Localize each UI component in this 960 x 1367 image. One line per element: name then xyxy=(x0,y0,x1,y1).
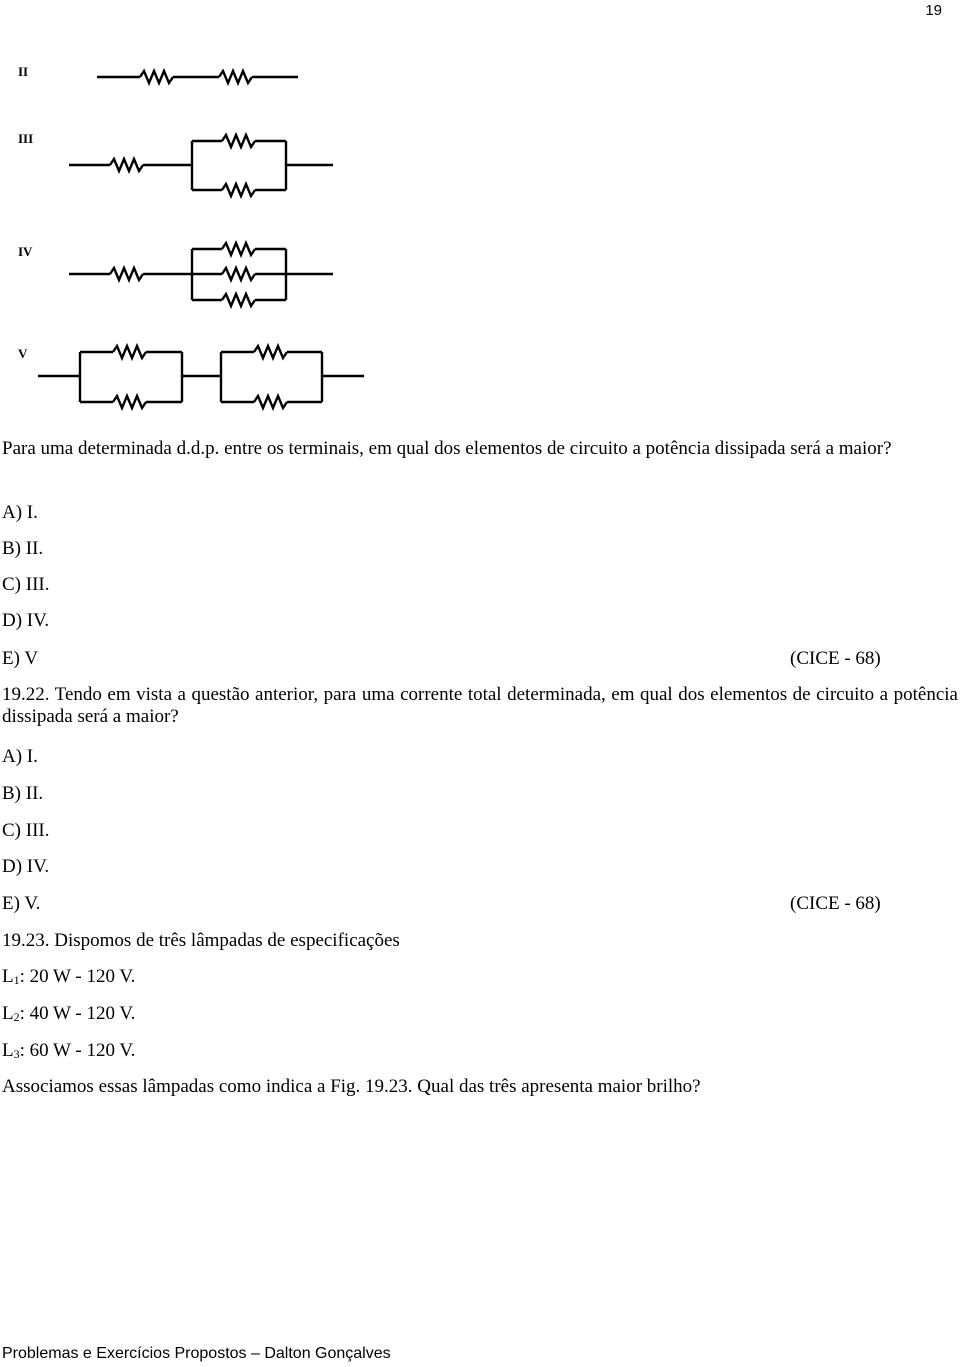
q22-source: (CICE - 68) xyxy=(790,893,881,914)
q21-option-e: E) V xyxy=(2,648,39,669)
lamp-index: 2 xyxy=(13,1010,20,1024)
q21-question: Para uma determinada d.d.p. entre os terminais, em qual dos elementos de circuito a potência dissipada será a maior? xyxy=(2,438,892,459)
lamp-spec: : 60 W - 120 V. xyxy=(19,1040,136,1061)
q22-option-c: C) III. xyxy=(2,820,50,841)
q22-question: 19.22. Tendo em vista a questão anterior, para uma corrente total determinada, em qual dos elementos de circuito a potência dissipada será a maior? xyxy=(2,684,958,727)
page-number: 19 xyxy=(925,2,942,19)
lamp-spec-l3 xyxy=(2,1040,135,1062)
q21-option-b: B) II. xyxy=(2,538,44,559)
lamp-spec-l2 xyxy=(2,1003,135,1025)
q23-intro: 19.23. Dispomos de três lâmpadas de especificações xyxy=(2,930,400,951)
q22-option-e: E) V. xyxy=(2,893,41,914)
lamp-letter: L xyxy=(2,1040,14,1061)
lamp-index: 1 xyxy=(13,973,20,987)
circuit-iv xyxy=(69,243,333,306)
lamp-index: 3 xyxy=(13,1047,20,1061)
circuit-label-iii: III xyxy=(18,131,34,146)
page-footer: Problemas e Exercícios Propostos – Dalton Gonçalves xyxy=(2,1345,391,1362)
q22-option-d: D) IV. xyxy=(2,856,50,877)
q22-option-b: B) II. xyxy=(2,783,44,804)
circuit-label-iv: IV xyxy=(18,244,33,259)
q23-question: Associamos essas lâmpadas como indica a Fig. 19.23. Qual das três apresenta maior brilho? xyxy=(2,1076,701,1097)
lamp-spec: : 20 W - 120 V. xyxy=(19,966,136,987)
lamp-letter: L xyxy=(2,966,14,987)
q21-option-a: A) I. xyxy=(2,502,38,523)
circuit-ii xyxy=(97,71,298,83)
q21-option-d: D) IV. xyxy=(2,610,50,631)
lamp-letter: L xyxy=(2,1003,14,1024)
lamp-spec: : 40 W - 120 V. xyxy=(19,1003,136,1024)
circuit-iii xyxy=(69,135,333,196)
circuit-drawings xyxy=(0,0,960,420)
q21-option-c: C) III. xyxy=(2,574,50,595)
lamp-spec-l1 xyxy=(2,966,135,988)
circuit-label-v: V xyxy=(18,346,28,361)
q21-source: (CICE - 68) xyxy=(790,648,881,669)
circuit-label-ii: II xyxy=(18,64,29,79)
circuit-v xyxy=(38,346,364,408)
q22-option-a: A) I. xyxy=(2,746,38,767)
